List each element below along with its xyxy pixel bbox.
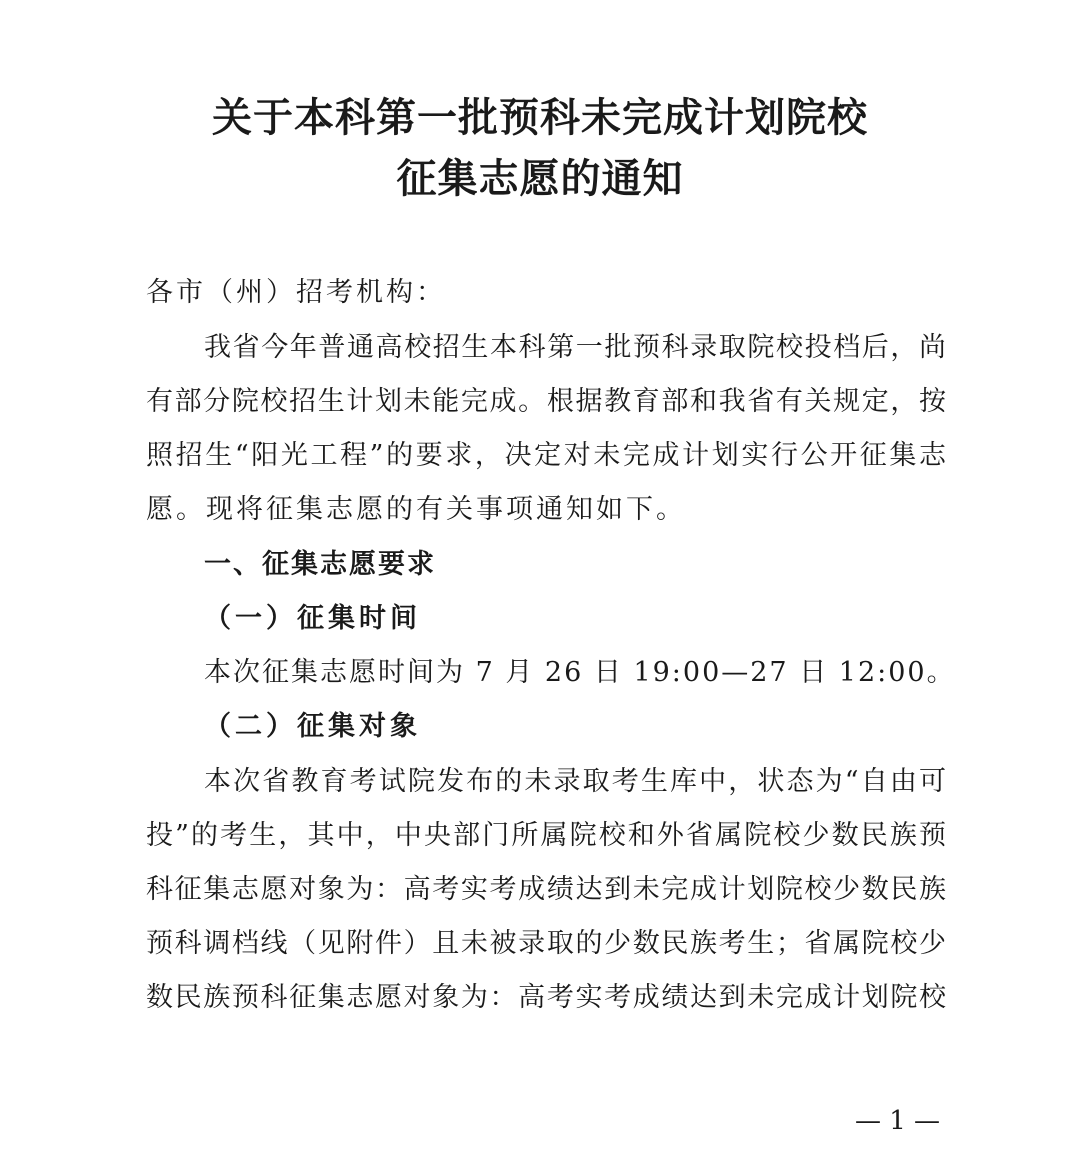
subsection-heading: （二）征集对象 [204, 711, 421, 742]
body-line: 投”的考生，其中，中央部门所属院校和外省属院校少数民族预 [146, 820, 946, 851]
intro-line: 愿。现将征集志愿的有关事项通知如下。 [146, 494, 686, 525]
salutation: 各市（州）招考机构： [146, 277, 446, 308]
page-number: — 1 — [854, 1106, 941, 1136]
intro-line: 照招生“阳光工程”的要求，决定对未完成计划实行公开征集志 [146, 440, 946, 471]
intro-line: 我省今年普通高校招生本科第一批预科录取院校投档后，尚 [204, 332, 946, 363]
subsection-text: 本次征集志愿时间为 7 月 26 日 19:00—27 日 12:00。 [204, 657, 956, 688]
intro-line: 有部分院校招生计划未能完成。根据教育部和我省有关规定，按 [146, 386, 946, 417]
body-line: 数民族预科征集志愿对象为：高考实考成绩达到未完成计划院校 [146, 982, 946, 1013]
body-line: 本次省教育考试院发布的未录取考生库中，状态为“自由可 [204, 766, 946, 797]
subsection-heading: （一）征集时间 [204, 603, 421, 634]
section-heading: 一、征集志愿要求 [204, 549, 436, 580]
body-line: 科征集志愿对象为：高考实考成绩达到未完成计划院校少数民族 [146, 874, 946, 905]
body-line: 预科调档线（见附件）且未被录取的少数民族考生；省属院校少 [146, 928, 946, 959]
document-title-line-1: 关于本科第一批预科未完成计划院校 [212, 94, 868, 141]
document-title-line-2: 征集志愿的通知 [396, 155, 684, 202]
